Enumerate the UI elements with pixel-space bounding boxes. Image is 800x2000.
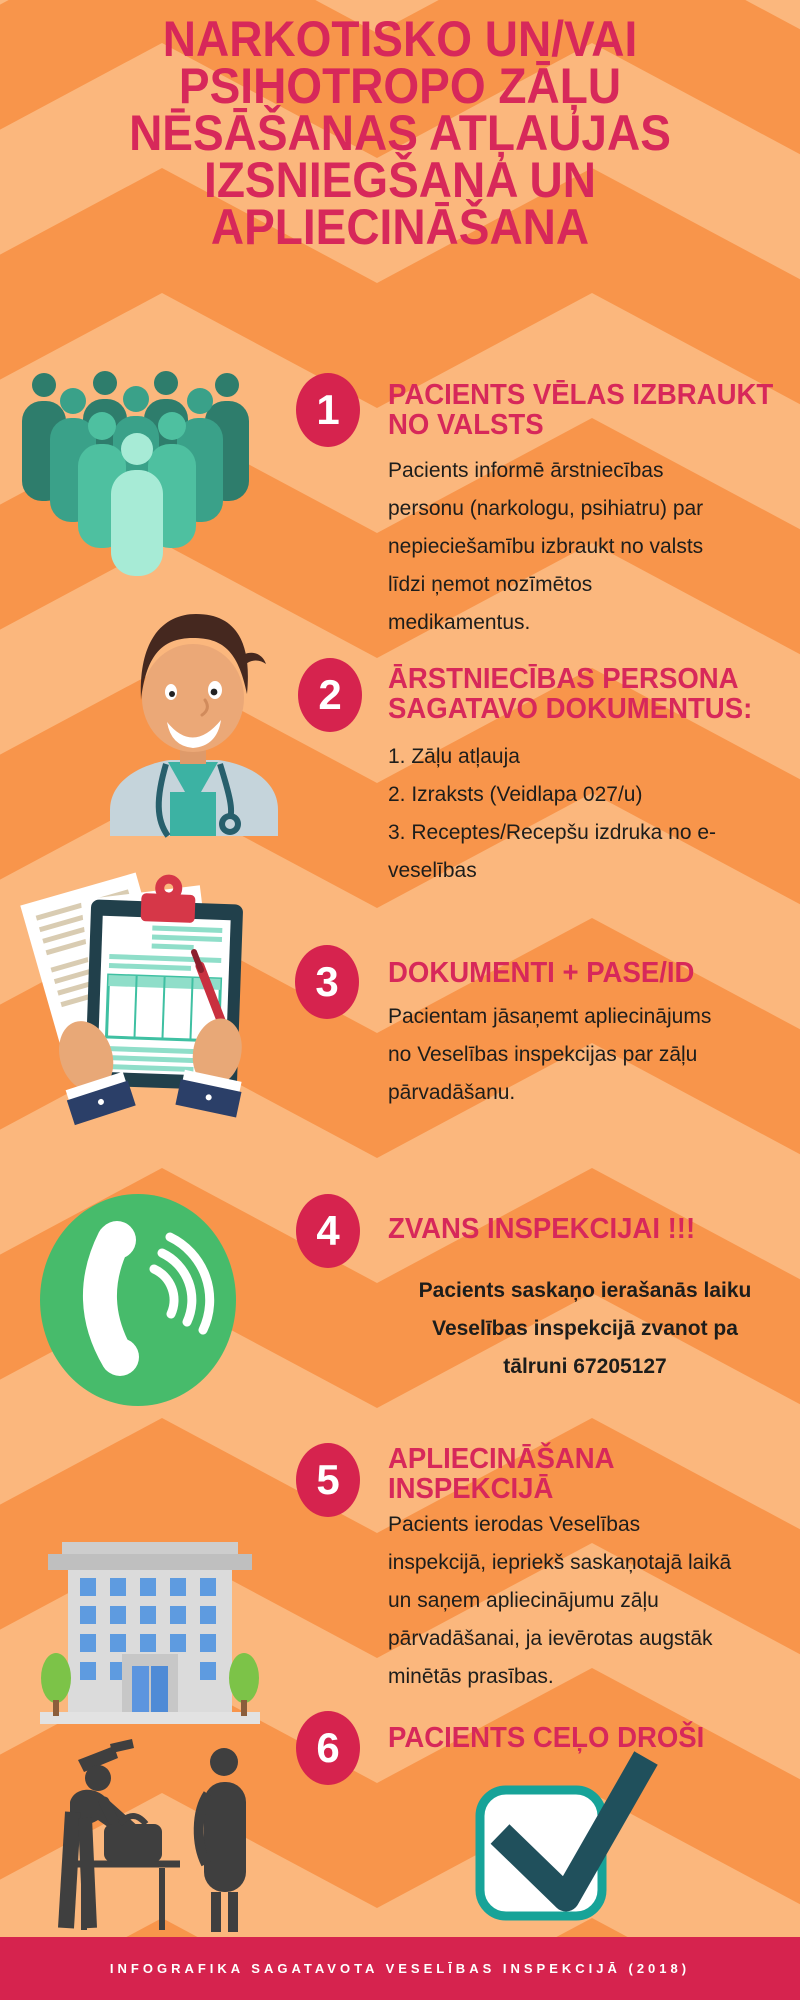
body-line: Pacients saskaņo ierašanās laiku	[418, 1279, 752, 1302]
header-line: INSPEKCIJĀ	[388, 1473, 554, 1505]
body-line: 1. Zāļu atļauja	[388, 745, 520, 768]
body-line: un saņem apliecinājumu zāļu	[388, 1589, 659, 1612]
section-6-header	[388, 1723, 704, 1753]
section-5-header	[388, 1444, 615, 1504]
body-line: Veselības inspekcijā zvanot pa	[432, 1317, 738, 1340]
header-line: ĀRSTNIECĪBAS PERSONA	[388, 663, 739, 695]
section-2-header	[388, 664, 752, 724]
section-3-body	[388, 998, 792, 1112]
body-line: pārvadāšanai, ja ievērotas augstāk	[388, 1627, 713, 1650]
step-number-badge: 5	[296, 1443, 360, 1517]
section-2-body	[388, 738, 792, 890]
body-line: veselības	[388, 859, 477, 882]
title-line: NARKOTISKO UN/VAI	[162, 11, 638, 67]
step-number-badge: 3	[295, 945, 359, 1019]
title-line: IZSNIEGŠANA UN	[204, 152, 596, 208]
body-line: personu (narkologu, psihiatru) par	[388, 497, 704, 520]
footer-text: INFOGRAFIKA SAGATAVOTA VESELĪBAS INSPEKCIJĀ (2018)	[109, 1961, 691, 1976]
header-line: APLIECINĀŠANA	[388, 1443, 615, 1475]
body-line: 2. Izraksts (Veidlapa 027/u)	[388, 783, 643, 806]
body-line: minētās prasības.	[388, 1665, 554, 1688]
step-number-badge: 2	[298, 658, 362, 732]
section-5-body	[388, 1506, 792, 1696]
header-line: PACIENTS VĒLAS IZBRAUKT	[388, 379, 774, 411]
section-1-header	[388, 380, 773, 440]
section-1-body	[388, 452, 792, 642]
body-line: Pacients ierodas Veselības	[388, 1513, 641, 1536]
body-line: Pacients informē ārstniecības	[388, 459, 664, 482]
section-4-body	[378, 1272, 792, 1386]
body-line: Pacientam jāsaņemt apliecinājums	[388, 1005, 712, 1028]
body-line: līdzi ņemot nozīmētos	[388, 573, 593, 596]
title-line: PSIHOTROPO ZĀĻU	[178, 58, 622, 114]
body-line: no Veselības inspekcijas par zāļu	[388, 1043, 698, 1066]
header-line: PACIENTS CEĻO DROŠI	[388, 1722, 705, 1754]
body-line: inspekcijā, iepriekš saskaņotajā laikā	[388, 1551, 732, 1574]
body-line: 3. Receptes/Recepšu izdruka no e-	[388, 821, 717, 844]
header-line: DOKUMENTI + PASE/ID	[388, 957, 695, 989]
step-number-badge: 6	[296, 1711, 360, 1785]
body-line: nepieciešamību izbraukt no valsts	[388, 535, 704, 558]
header-line: SAGATAVO DOKUMENTUS:	[388, 693, 753, 725]
section-3-header	[388, 958, 694, 988]
body-line: medikamentus.	[388, 611, 531, 634]
body-line: pārvadāšanu.	[388, 1081, 516, 1104]
phone-icon	[40, 1194, 236, 1406]
header-line: NO VALSTS	[388, 409, 544, 441]
section-4-header	[388, 1214, 695, 1244]
page-title	[32, 11, 768, 255]
building-icon	[40, 1542, 260, 1724]
footer-bar	[0, 1937, 800, 2000]
body-line: tālruni 67205127	[503, 1355, 667, 1378]
step-number-badge: 1	[296, 373, 360, 447]
step-number-badge: 4	[296, 1194, 360, 1268]
title-line: APLIECINĀŠANA	[210, 199, 590, 255]
title-line: NĒSĀŠANAS ATĻAUJAS	[129, 105, 671, 161]
header-line: ZVANS INSPEKCIJAI !!!	[388, 1213, 696, 1245]
